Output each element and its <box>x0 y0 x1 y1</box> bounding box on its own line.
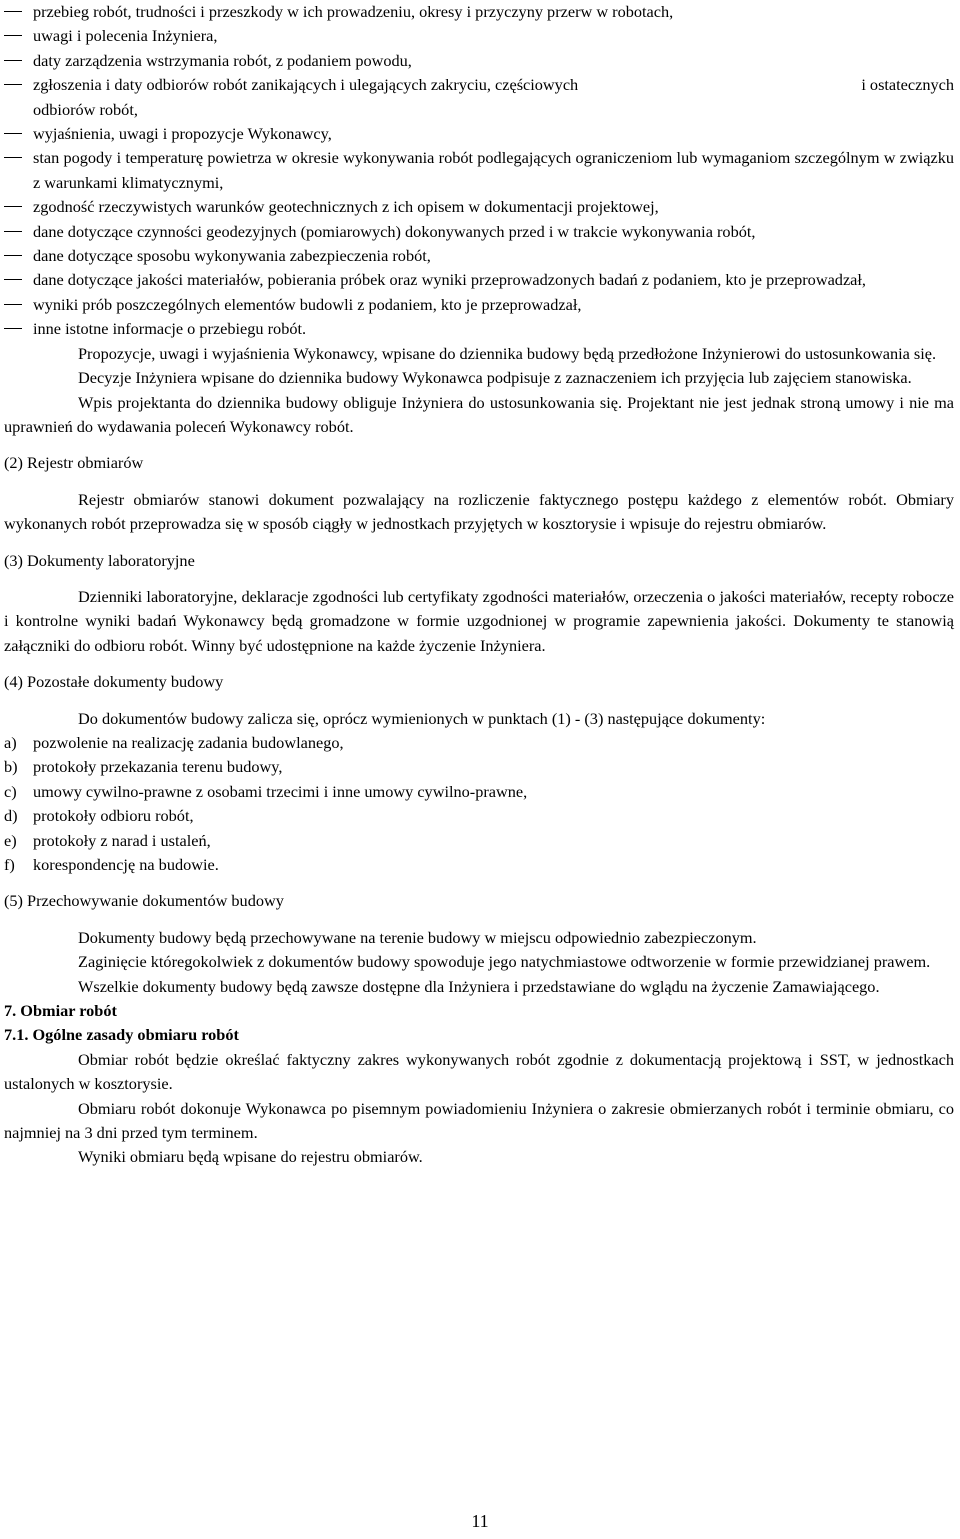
bullet-item: inne istotne informacje o przebiegu robót. <box>4 317 954 341</box>
dash-marker <box>4 157 22 158</box>
paragraph: Wpis projektanta do dziennika budowy obliguje Inżyniera do ustosunkowania się. Projektant nie jest jednak stroną umowy i nie ma uprawnień do wydawania poleceń Wykonawcy robót. <box>4 392 954 436</box>
bullet-item: zgłoszenia i daty odbiorów robót zanikających i ulegających zakryciu, częściowych i ostatecznych <box>4 73 954 97</box>
dash-marker <box>4 35 22 36</box>
paragraph: Decyzje Inżyniera wpisane do dziennika budowy Wykonawca podpisuje z zaznaczeniem ich przyjęcia lub zajęciem stanowiska. <box>78 368 912 388</box>
bullet-list <box>4 0 954 342</box>
paragraph: Dokumenty budowy będą przechowywane na terenie budowy w miejscu odpowiednio zabezpieczonym. <box>78 927 757 947</box>
dash-marker <box>4 133 22 134</box>
list-item: d) protokoły odbioru robót, <box>4 806 194 826</box>
dash-marker <box>4 60 22 61</box>
list-item: c) umowy cywilno-prawne z osobami trzecimi i inne umowy cywilno-prawne, <box>4 781 528 801</box>
bullet-item: dane dotyczące jakości materiałów, pobierania próbek oraz wyniki przeprowadzonych badań z podaniem, kto je przeprowadzał, <box>4 268 954 292</box>
dash-marker <box>4 206 22 207</box>
paragraph: Zaginięcie któregokolwiek z dokumentów budowy spowoduje jego natychmiastowe odtworzenie w formie przewidzianej prawem. <box>78 952 931 972</box>
dash-marker <box>4 328 22 329</box>
paragraph: Obmiar robót będzie określać faktyczny zakres wykonywanych robót zgodnie z dokumentacją projektową i SST, w jednostkach ustalonych w kosztorysie. <box>4 1049 954 1094</box>
dash-marker <box>4 279 22 280</box>
dash-marker <box>4 231 22 232</box>
bullet-item: dane dotyczące czynności geodezyjnych (pomiarowych) dokonywanych przed i w trakcie wykonywania robót, <box>4 220 954 244</box>
paragraph: Dzienniki laboratoryjne, deklaracje zgodności lub certyfikaty zgodności materiałów, orzeczenia o jakości materiałów, recepty robocze i kontrolne wyniki badań Wykonawcy będą gromadzone w formie uzgodnionej w programie zapewnienia jakości. Dokumenty te stanowią załączniki do odbioru robót. Winny być udostępnione na każde życzenie Inżyniera. <box>4 586 954 655</box>
list-item: b) protokoły przekazania terenu budowy, <box>4 757 283 777</box>
dash-marker <box>4 84 22 85</box>
document-page <box>4 0 954 1170</box>
chapter-heading-obmiar-robot: 7. Obmiar robót <box>4 1001 117 1021</box>
subchapter-heading-zasady-obmiaru: 7.1. Ogólne zasady obmiaru robót <box>4 1025 239 1045</box>
paragraph: Propozycje, uwagi i wyjaśnienia Wykonawcy, wpisane do dziennika budowy będą przedłożone Inżynierowi do ustosunkowania się. <box>78 343 937 363</box>
section-heading-rejestr-obmiarow: (2) Rejestr obmiarów <box>4 453 144 473</box>
bullet-item: stan pogody i temperaturę powietrza w okresie wykonywania robót podlegających ograniczeniom lub wymaganiom szczególnym w związku z warunkami klimatycznymi, <box>4 146 954 195</box>
lettered-list <box>4 731 954 877</box>
bullet-item: daty zarządzenia wstrzymania robót, z podaniem powodu, <box>4 49 954 73</box>
section-heading-pozostale-dokumenty: (4) Pozostałe dokumenty budowy <box>4 672 224 692</box>
paragraph: Do dokumentów budowy zalicza się, oprócz wymienionych w punktach (1) - (3) następujące dokumenty: <box>78 708 766 728</box>
bullet-item: zgodność rzeczywistych warunków geotechnicznych z ich opisem w dokumentacji projektowej, <box>4 195 954 219</box>
dash-marker <box>4 304 22 305</box>
list-item: a) pozwolenie na realizację zadania budowlanego, <box>4 732 344 752</box>
dash-marker <box>4 11 22 12</box>
paragraph: Obmiaru robót dokonuje Wykonawca po pisemnym powiadomieniu Inżyniera o zakresie obmierzanych robót i terminie obmiaru, co najmniej na 3 dni przed tym terminem. <box>4 1098 954 1143</box>
section-heading-przechowywanie: (5) Przechowywanie dokumentów budowy <box>4 891 284 911</box>
bullet-item: uwagi i polecenia Inżyniera, <box>4 24 954 48</box>
bullet-item: przebieg robót, trudności i przeszkody w ich prowadzeniu, okresy i przyczyny przerw w robotach, <box>4 0 954 24</box>
bullet-item: wyjaśnienia, uwagi i propozycje Wykonawcy, <box>4 122 954 146</box>
bullet-item: wyniki prób poszczególnych elementów budowli z podaniem, kto je przeprowadzał, <box>4 293 954 317</box>
paragraph: Wyniki obmiaru będą wpisane do rejestru obmiarów. <box>78 1147 423 1167</box>
page-number: 11 <box>471 1511 489 1531</box>
list-item: f) korespondencję na budowie. <box>4 855 219 874</box>
section-heading-dokumenty-laboratoryjne: (3) Dokumenty laboratoryjne <box>4 550 195 570</box>
paragraph: Wszelkie dokumenty budowy będą zawsze dostępne dla Inżyniera i przedstawiane do wglądu na życzenie Zamawiającego. <box>78 976 880 996</box>
dash-marker <box>4 255 22 256</box>
list-item: e) protokoły z narad i ustaleń, <box>4 830 211 850</box>
bullet-continuation: odbiorów robót, <box>33 99 138 119</box>
bullet-item: dane dotyczące sposobu wykonywania zabezpieczenia robót, <box>4 244 954 268</box>
paragraph: Rejestr obmiarów stanowi dokument pozwalający na rozliczenie faktycznego postępu każdego z elementów robót. Obmiary wykonanych robót przeprowadza się w sposób ciągły w jednostkach przyjętych w kosztorysie i wpisuje do rejestru obmiarów. <box>4 489 954 534</box>
